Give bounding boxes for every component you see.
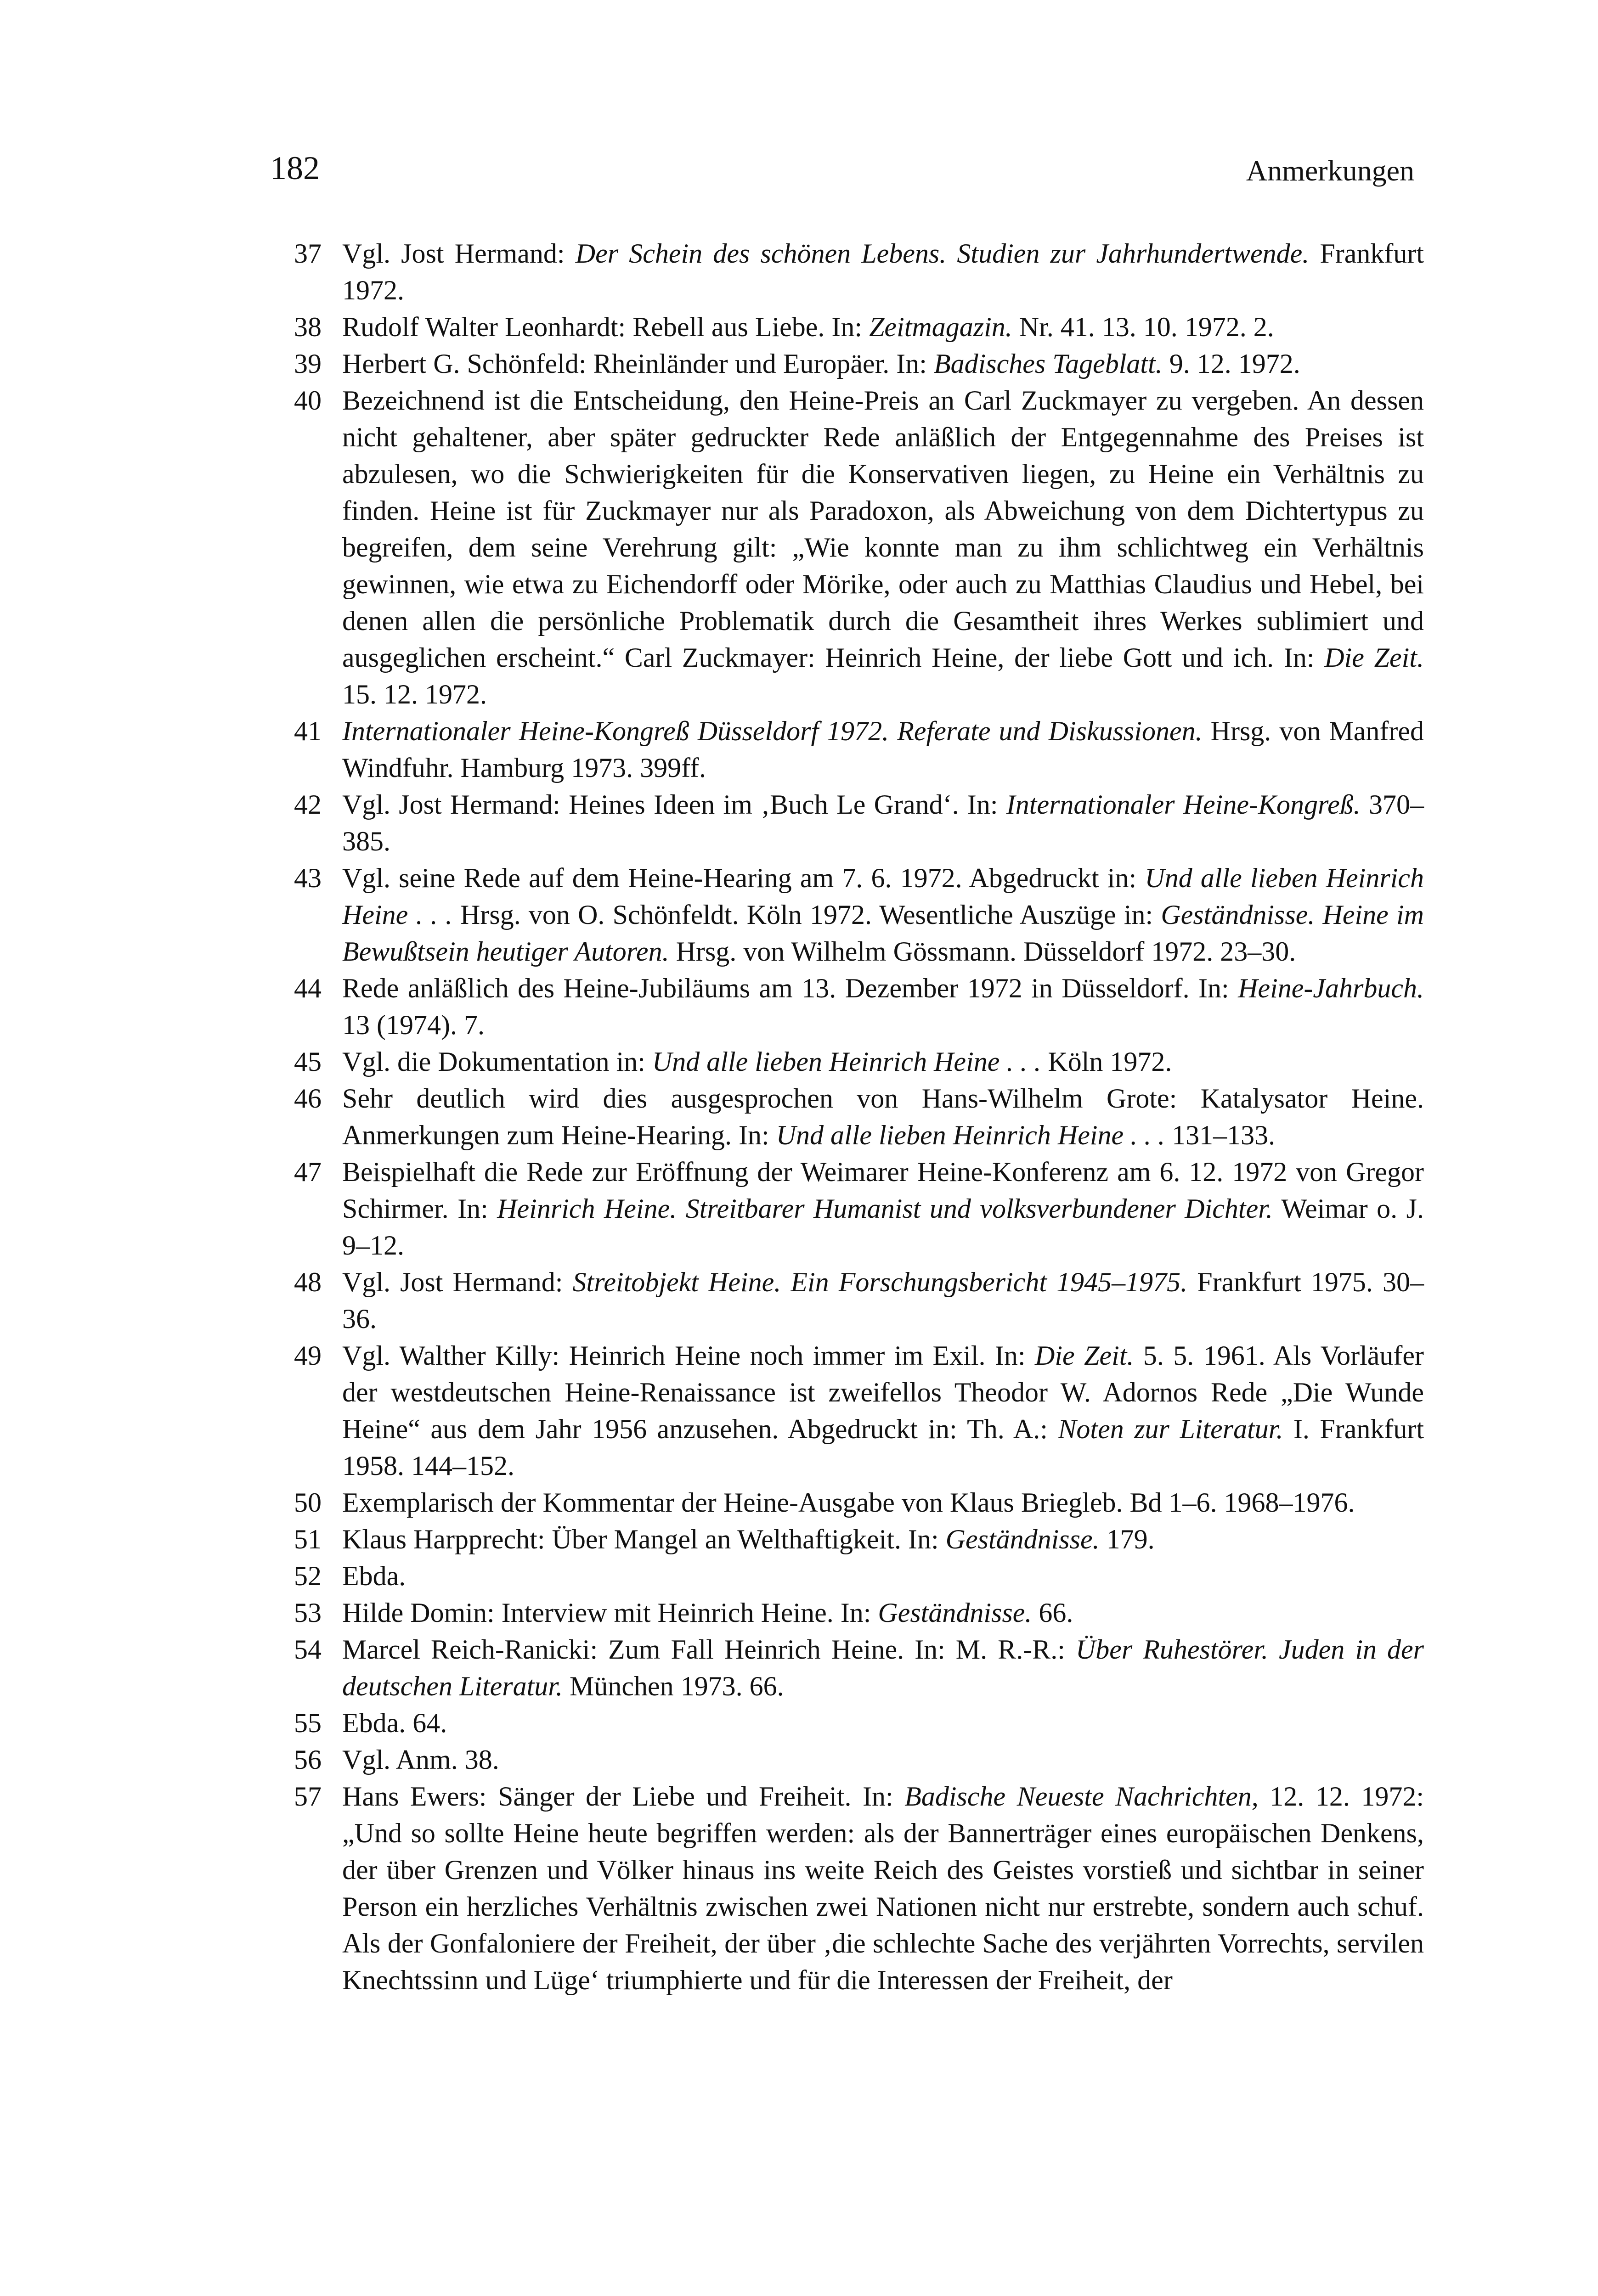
endnote-text: 13 (1974). 7. bbox=[342, 1010, 485, 1040]
endnote-title-italic: Und alle lieben Heinrich Heine . . . bbox=[652, 1047, 1041, 1077]
endnote-text: Herbert G. Schönfeld: Rheinländer und Europäer. In: bbox=[342, 349, 934, 379]
endnote-text: Frankfurt 1972. bbox=[342, 238, 1424, 305]
endnote-title-italic: Internationaler Heine-Kongreß Düsseldorf 1972. Referate und Diskussionen. bbox=[342, 716, 1203, 746]
endnote-48 bbox=[294, 1264, 1424, 1337]
endnote-number: 52 bbox=[294, 1561, 322, 1591]
endnote-text: Klaus Harpprecht: Über Mangel an Welthaftigkeit. In: bbox=[342, 1524, 946, 1554]
endnote-text: München 1973. 66. bbox=[562, 1671, 784, 1701]
endnote-38 bbox=[294, 309, 1424, 345]
endnote-52 bbox=[294, 1558, 1424, 1594]
endnote-text: 12. 12. 1972: „Und so sollte Heine heute begriffen werden: als der Bannerträger eines europäischen Denkens, der über Grenzen und Völker hinaus ins weite Reich des Geistes vorstieß und sichtbar in seiner Person ein herzliches Verhältnis zwischen zwei Nationen nicht nur erstrebte, sondern auch schuf. Als der Gonfaloniere der Freiheit, der über ‚die schlechte Sache des verjährten Vorrechts, servilen Knechtssinn und Lüge‘ triumphierte und für die Interessen der Freiheit, der bbox=[342, 1781, 1424, 1995]
endnote-42 bbox=[294, 786, 1424, 860]
endnote-text: Hrsg. von O. Schönfeldt. Köln 1972. Wesentliche Auszüge in: bbox=[452, 900, 1161, 930]
endnote-45 bbox=[294, 1043, 1424, 1080]
endnote-number: 50 bbox=[294, 1487, 322, 1518]
endnote-title-italic: Und alle lieben Heinrich Heine . . . bbox=[342, 863, 1424, 930]
endnote-text: Hrsg. von Manfred Windfuhr. Hamburg 1973. 399ff. bbox=[342, 716, 1424, 783]
endnote-number: 46 bbox=[294, 1083, 322, 1114]
endnote-47 bbox=[294, 1154, 1424, 1264]
endnote-text: 15. 12. 1972. bbox=[342, 679, 487, 709]
endnote-number: 55 bbox=[294, 1708, 322, 1738]
endnote-number: 41 bbox=[294, 716, 322, 746]
endnote-title-italic: Die Zeit. bbox=[1035, 1340, 1134, 1371]
endnote-text: Marcel Reich-Ranicki: Zum Fall Heinrich Heine. In: M. R.-R.: bbox=[342, 1634, 1076, 1665]
endnote-title-italic: Zeitmagazin. bbox=[869, 312, 1012, 342]
endnote-title-italic: Noten zur Literatur. bbox=[1058, 1414, 1283, 1444]
endnote-text: Nr. 41. 13. 10. 1972. 2. bbox=[1012, 312, 1274, 342]
endnote-title-italic: Streitobjekt Heine. Ein Forschungsbericht 1945–1975. bbox=[572, 1267, 1188, 1297]
endnote-text: 66. bbox=[1032, 1598, 1073, 1628]
endnote-title-italic: Geständnisse. bbox=[878, 1598, 1032, 1628]
endnote-number: 45 bbox=[294, 1047, 322, 1077]
endnote-number: 43 bbox=[294, 863, 322, 893]
endnote-text: 5. 5. 1961. Als Vorläufer der westdeutschen Heine-Renaissance ist zweifellos Theodor W. Adornos Rede „Die Wunde Heine“ aus dem Jahr 1956 anzusehen. Abgedruckt in: Th. A.: bbox=[342, 1340, 1424, 1444]
endnote-50 bbox=[294, 1484, 1424, 1521]
endnote-number: 54 bbox=[294, 1634, 322, 1665]
endnote-text: Bezeichnend ist die Entscheidung, den Heine-Preis an Carl Zuckmayer zu vergeben. An dessen nicht gehaltener, aber später gedruckter Rede anläßlich der Entgegennahme des Preises ist abzulesen, wo die Schwierigkeiten für die Konservativen liegen, zu Heine ein Verhältnis zu finden. Heine ist für Zuckmayer nur als Paradoxon, als Abweichung von dem Dichtertypus zu begreifen, dem seine Verehrung gilt: „Wie konnte man zu ihm schlichtweg ein Verhältnis gewinnen, wie etwa zu Eichendorff oder Mörike, oder auch zu Matthias Claudius und Hebel, bei denen allen die persönliche Problematik durch die Gesamtheit ihres Werkes sublimiert und ausgeglichen erscheint.“ Carl Zuckmayer: Heinrich Heine, der liebe Gott und ich. In: bbox=[342, 385, 1424, 673]
endnote-37 bbox=[294, 235, 1424, 309]
endnote-number: 49 bbox=[294, 1340, 322, 1371]
endnote-57 bbox=[294, 1778, 1424, 1998]
endnotes-list bbox=[294, 235, 1424, 1998]
endnote-text: Ebda. 64. bbox=[342, 1708, 447, 1738]
endnote-title-italic: Der Schein des schönen Lebens. Studien zur Jahrhundertwende. bbox=[575, 238, 1310, 269]
endnote-number: 40 bbox=[294, 385, 322, 416]
endnote-text: Vgl. die Dokumentation in: bbox=[342, 1047, 652, 1077]
endnote-title-italic: Internationaler Heine-Kongreß. bbox=[1006, 789, 1361, 820]
endnote-text: 370–385. bbox=[342, 789, 1424, 856]
endnote-text: Vgl. Walther Killy: Heinrich Heine noch immer im Exil. In: bbox=[342, 1340, 1035, 1371]
endnote-55 bbox=[294, 1705, 1424, 1741]
endnote-text: Köln 1972. bbox=[1041, 1047, 1172, 1077]
endnote-number: 38 bbox=[294, 312, 322, 342]
page-number: 182 bbox=[270, 150, 320, 186]
endnote-title-italic: Geständnisse. bbox=[945, 1524, 1100, 1554]
endnote-text: Vgl. Jost Hermand: bbox=[342, 238, 576, 269]
endnote-title-italic: Die Zeit. bbox=[1324, 642, 1424, 673]
endnote-title-italic: Über Ruhestörer. Juden in der deutschen Literatur. bbox=[342, 1634, 1424, 1701]
endnote-number: 51 bbox=[294, 1524, 322, 1554]
endnote-text: Vgl. Jost Hermand: Heines Ideen im ‚Buch Le Grand‘. In: bbox=[342, 789, 1006, 820]
endnote-56 bbox=[294, 1741, 1424, 1778]
endnote-number: 39 bbox=[294, 349, 322, 379]
endnote-title-italic: Badisches Tageblatt. bbox=[933, 349, 1163, 379]
endnote-title-italic: Badische Neueste Nachrichten, bbox=[904, 1781, 1259, 1812]
endnote-number: 56 bbox=[294, 1745, 322, 1775]
endnote-text: Weimar o. J. 9–12. bbox=[342, 1193, 1424, 1261]
endnote-text: Hrsg. von Wilhelm Gössmann. Düsseldorf 1972. 23–30. bbox=[669, 936, 1296, 967]
endnote-40 bbox=[294, 382, 1424, 713]
endnote-text: Rede anläßlich des Heine-Jubiläums am 13. Dezember 1972 in Düsseldorf. In: bbox=[342, 973, 1238, 1003]
endnote-43 bbox=[294, 860, 1424, 970]
endnote-text: 179. bbox=[1099, 1524, 1155, 1554]
endnote-text: Sehr deutlich wird dies ausgesprochen von Hans-Wilhelm Grote: Katalysator Heine. Anmerkungen zum Heine-Hearing. In: bbox=[342, 1083, 1424, 1150]
endnote-number: 48 bbox=[294, 1267, 322, 1297]
endnote-text: Vgl. Anm. 38. bbox=[342, 1745, 499, 1775]
endnote-title-italic: Heinrich Heine. Streitbarer Humanist und volksverbundener Dichter. bbox=[497, 1193, 1273, 1224]
endnote-number: 57 bbox=[294, 1781, 322, 1812]
endnote-number: 44 bbox=[294, 973, 322, 1003]
endnote-number: 47 bbox=[294, 1157, 322, 1187]
endnote-text: Hans Ewers: Sänger der Liebe und Freiheit. In: bbox=[342, 1781, 905, 1812]
endnote-title-italic: Geständnisse. Heine im Bewußtsein heutiger Autoren. bbox=[342, 900, 1424, 967]
endnote-text: 9. 12. 1972. bbox=[1162, 349, 1300, 379]
endnote-number: 42 bbox=[294, 789, 322, 820]
endnote-text: Rudolf Walter Leonhardt: Rebell aus Liebe. In: bbox=[342, 312, 870, 342]
endnote-title-italic: Und alle lieben Heinrich Heine . . . bbox=[776, 1120, 1165, 1150]
endnote-49 bbox=[294, 1337, 1424, 1484]
endnote-44 bbox=[294, 970, 1424, 1043]
endnote-text: 131–133. bbox=[1165, 1120, 1276, 1150]
endnote-53 bbox=[294, 1594, 1424, 1631]
endnote-51 bbox=[294, 1521, 1424, 1558]
endnote-number: 53 bbox=[294, 1598, 322, 1628]
endnote-text: Beispielhaft die Rede zur Eröffnung der Weimarer Heine-Konferenz am 6. 12. 1972 von Gregor Schirmer. In: bbox=[342, 1157, 1424, 1224]
endnote-54 bbox=[294, 1631, 1424, 1705]
running-head: Anmerkungen bbox=[1246, 154, 1414, 187]
endnote-text: Exemplarisch der Kommentar der Heine-Ausgabe von Klaus Briegleb. Bd 1–6. 1968–1976. bbox=[342, 1487, 1355, 1518]
endnote-text: Vgl. Jost Hermand: bbox=[342, 1267, 573, 1297]
endnote-text: I. Frankfurt 1958. 144–152. bbox=[342, 1414, 1424, 1481]
endnote-text: Frankfurt 1975. 30–36. bbox=[342, 1267, 1424, 1334]
endnote-41 bbox=[294, 713, 1424, 786]
endnote-title-italic: Heine-Jahrbuch. bbox=[1238, 973, 1424, 1003]
endnote-text: Hilde Domin: Interview mit Heinrich Heine. In: bbox=[342, 1598, 878, 1628]
endnote-number: 37 bbox=[294, 238, 322, 269]
endnote-39 bbox=[294, 345, 1424, 382]
endnote-text: Vgl. seine Rede auf dem Heine-Hearing am 7. 6. 1972. Abgedruckt in: bbox=[342, 863, 1145, 893]
endnote-46 bbox=[294, 1080, 1424, 1154]
endnote-text: Ebda. bbox=[342, 1561, 406, 1591]
